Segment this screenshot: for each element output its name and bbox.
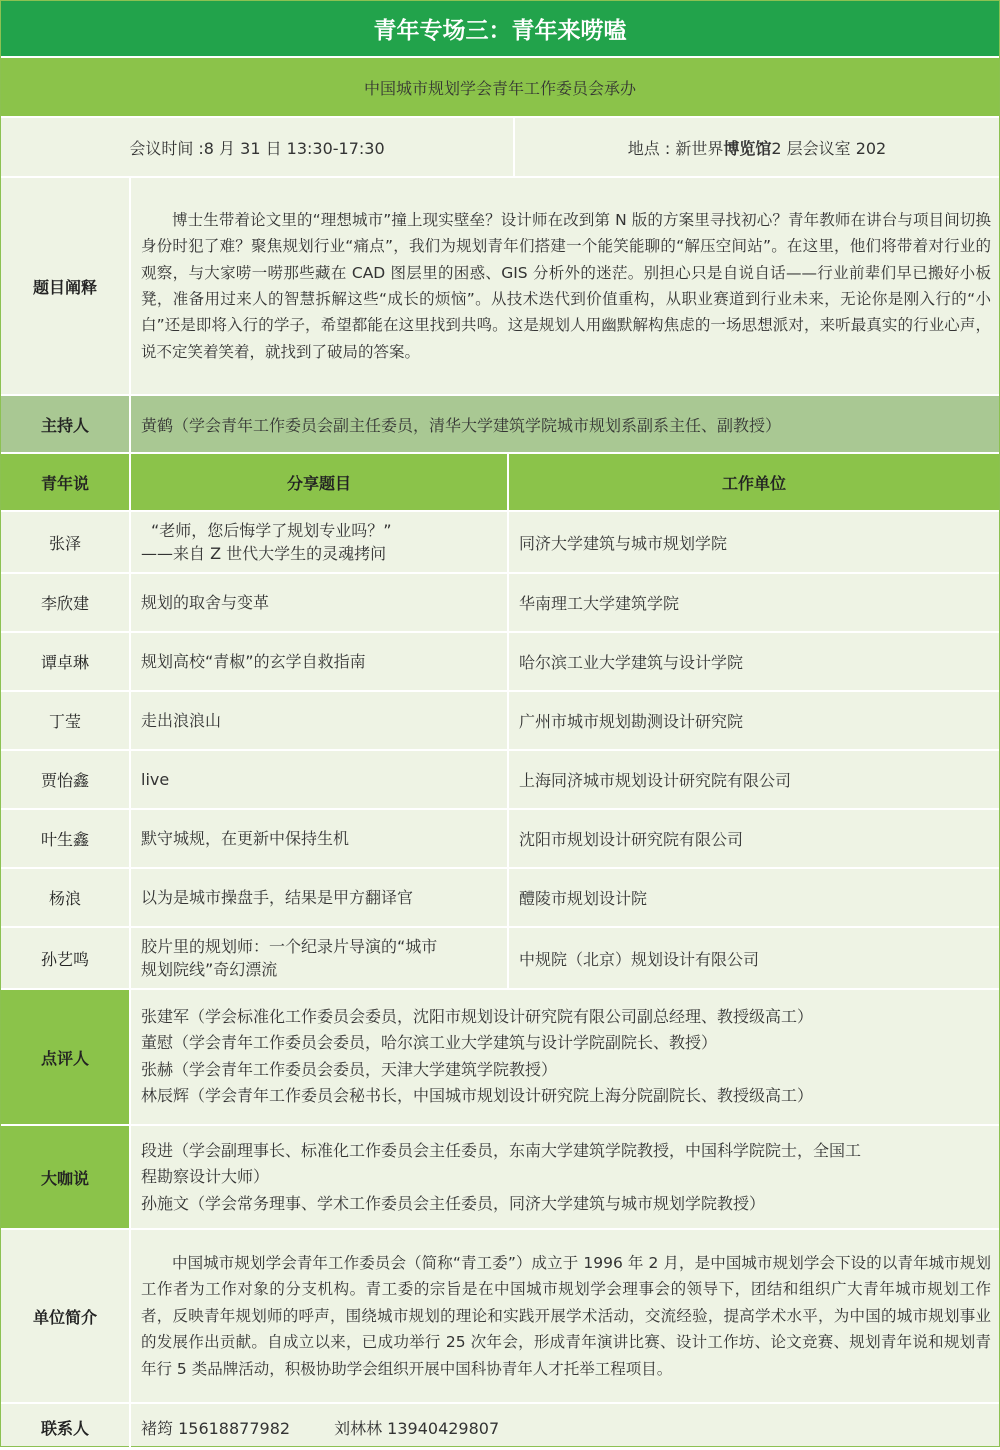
table-row [1,751,999,810]
reviewers-label: 点评人 [1,990,131,1124]
speaker-unit: 中规院（北京）规划设计有限公司 [519,949,760,969]
speaker-name: 叶生鑫 [1,810,131,867]
page-title: 青年专场三：青年来唠嗑 [1,1,999,56]
experts-row [1,1126,999,1230]
contact-row [1,1404,999,1450]
reviewers-row [1,990,999,1126]
table-row [1,512,999,574]
speaker-topic: 规划的取舍与变革 [131,574,509,631]
venue-suffix: 2 层会议室 202 [771,138,887,158]
table-row [1,692,999,751]
speaker-name: 李欣建 [1,574,131,631]
host-row [1,396,999,454]
speaker-unit: 华南理工大学建筑学院 [519,594,680,613]
expert-line: 程勘察设计大师） [141,1167,270,1187]
header-topic: 分享题目 [131,454,509,510]
topic-line1: “老师，您后悔学了规划专业吗？” [151,521,392,540]
intro-text-cell [131,1230,999,1402]
reviewer-line: 张赫（学会青年工作委员会委员，天津大学建筑学院教授） [141,1059,558,1079]
title-row [1,1,999,58]
experts-list [131,1126,999,1228]
venue-bold: 博览馆 [723,138,772,158]
expert-line: 段进（学会副理事长、标准化工作委员会主任委员，东南大学建筑学院教授，中国科学院院士，全国工 [141,1141,862,1160]
header-youth: 青年说 [1,454,131,510]
reviewer-line: 张建军（学会标准化工作委员会委员，沈阳市规划设计研究院有限公司副总经理、教授级高工） [141,1007,814,1026]
contact-person-1: 褚筠 15618877982 [141,1418,291,1438]
intro-text: 中国城市规划学会青年工作委员会（简称“青工委”）成立于 1996 年 2 月，是中国城市规划学会下设的以青年城市规划工作者为工作对象的分支机构。青工委的宗旨是在中国城市规划学会理事会的领导下，团结和组织广大青年城市规划工作者，反映青年规划师的呼声，围绕城市规划的理论和实践开展学术活动，交流经验，提高学术水平，为中国的城市规划事业的发展作出贡献。自成立以来，已成功举行 25 次年会，形成青年演讲比赛、设计工作坊、论文竞赛、规划青年说和规划青年行 5 类品牌活动，积极协助学会组织开展中国科协青年人才托举工程项目。 [141,1253,991,1378]
reviewer-line: 林辰辉（学会青年工作委员会秘书长，中国城市规划设计研究院上海分院副院长、教授级高工） [141,1086,814,1106]
intro-label: 单位简介 [1,1230,131,1402]
topic-line2: 规划院线”奇幻漂流 [141,960,278,979]
speaker-unit: 沈阳市规划设计研究院有限公司 [519,830,744,849]
table-row [1,810,999,869]
table-row [1,869,999,928]
host-label: 主持人 [1,396,131,452]
contact-person-2: 刘林林 13940429807 [334,1418,500,1438]
experts-label: 大咖说 [1,1126,131,1228]
reviewer-line: 董慰（学会青年工作委员会委员，哈尔滨工业大学建筑与设计学院副院长、教授） [141,1033,718,1053]
topic-line2: ——来自 Z 世代大学生的灵魂拷问 [141,544,387,563]
organizer-text: 中国城市规划学会青年工作委员会承办 [1,58,999,116]
intro-row [1,1230,999,1404]
speaker-unit: 广州市城市规划勘测设计研究院 [519,712,744,731]
speaker-unit: 哈尔滨工业大学建筑与设计学院 [519,653,744,672]
contact-label: 联系人 [1,1404,131,1450]
speaker-topic [131,512,509,572]
expert-line: 孙施文（学会常务理事、学术工作委员会主任委员，同济大学建筑与城市规划学院教授） [141,1193,766,1213]
speaker-topic: 规划高校“青椒”的玄学自救指南 [131,633,509,690]
speaker-unit: 醴陵市规划设计院 [519,889,648,908]
theme-text: 博士生带着论文里的“理想城市”撞上现实壁垒？设计师在改到第 N 版的方案里寻找初心？青年教师在讲台与项目间切换身份时犯了难？聚焦规划行业“痛点”，我们为规划青年们搭建一个能笑能聊的“解压空间站”。在这里，他们将带着对行业的观察，与大家唠一唠那些藏在 CAD 图层里的困惑、GIS 分析外的迷茫。别担心只是自说自话——行业前辈们早已搬好小板凳，准备用过来人的智慧拆解这些“成长的烦恼”。从技术迭代到价值重构，从职业赛道到行业未来，无论你是刚入行的“小白”还是即将入行的学子，希望都能在这里找到共鸣。这是规划人用幽默解构焦虑的一场思想派对，来听最真实的行业心声，说不定笑着笑着，就找到了破局的答案。 [141,210,991,361]
table-row [1,574,999,633]
theme-row [1,178,999,396]
speaker-name: 谭卓琳 [1,633,131,690]
table-row [1,633,999,692]
table-header-row [1,454,999,512]
speaker-unit: 同济大学建筑与城市规划学院 [519,533,728,553]
theme-text-cell [131,178,999,394]
speaker-name: 丁莹 [1,692,131,749]
speaker-topic: live [131,751,509,808]
speaker-name: 张泽 [1,512,131,572]
topic-line1: 胶片里的规划师：一个纪录片导演的“城市 [141,937,438,956]
table-row [1,928,999,990]
speaker-name: 杨浪 [1,869,131,926]
speaker-topic [131,928,509,988]
speaker-name: 贾怡鑫 [1,751,131,808]
host-text: 黄鹤（学会青年工作委员会副主任委员，清华大学建筑学院城市规划系副系主任、副教授） [141,415,782,435]
organizer-row [1,58,999,118]
venue [515,118,999,176]
venue-prefix: 地点 : 新世界 [627,138,724,158]
theme-label: 题目阐释 [1,178,131,394]
speaker-topic: 默守城规，在更新中保持生机 [131,810,509,867]
speaker-topic: 以为是城市操盘手，结果是甲方翻译官 [131,869,509,926]
contact-info [131,1404,999,1450]
meeting-time: 会议时间 :8 月 31 日 13:30-17:30 [1,118,515,176]
speaker-name: 孙艺鸣 [1,928,131,988]
speaker-topic: 走出浪浪山 [131,692,509,749]
meeting-info-row [1,118,999,178]
header-unit: 工作单位 [721,473,786,493]
reviewers-list [131,990,999,1124]
speaker-unit: 上海同济城市规划设计研究院有限公司 [519,771,792,790]
